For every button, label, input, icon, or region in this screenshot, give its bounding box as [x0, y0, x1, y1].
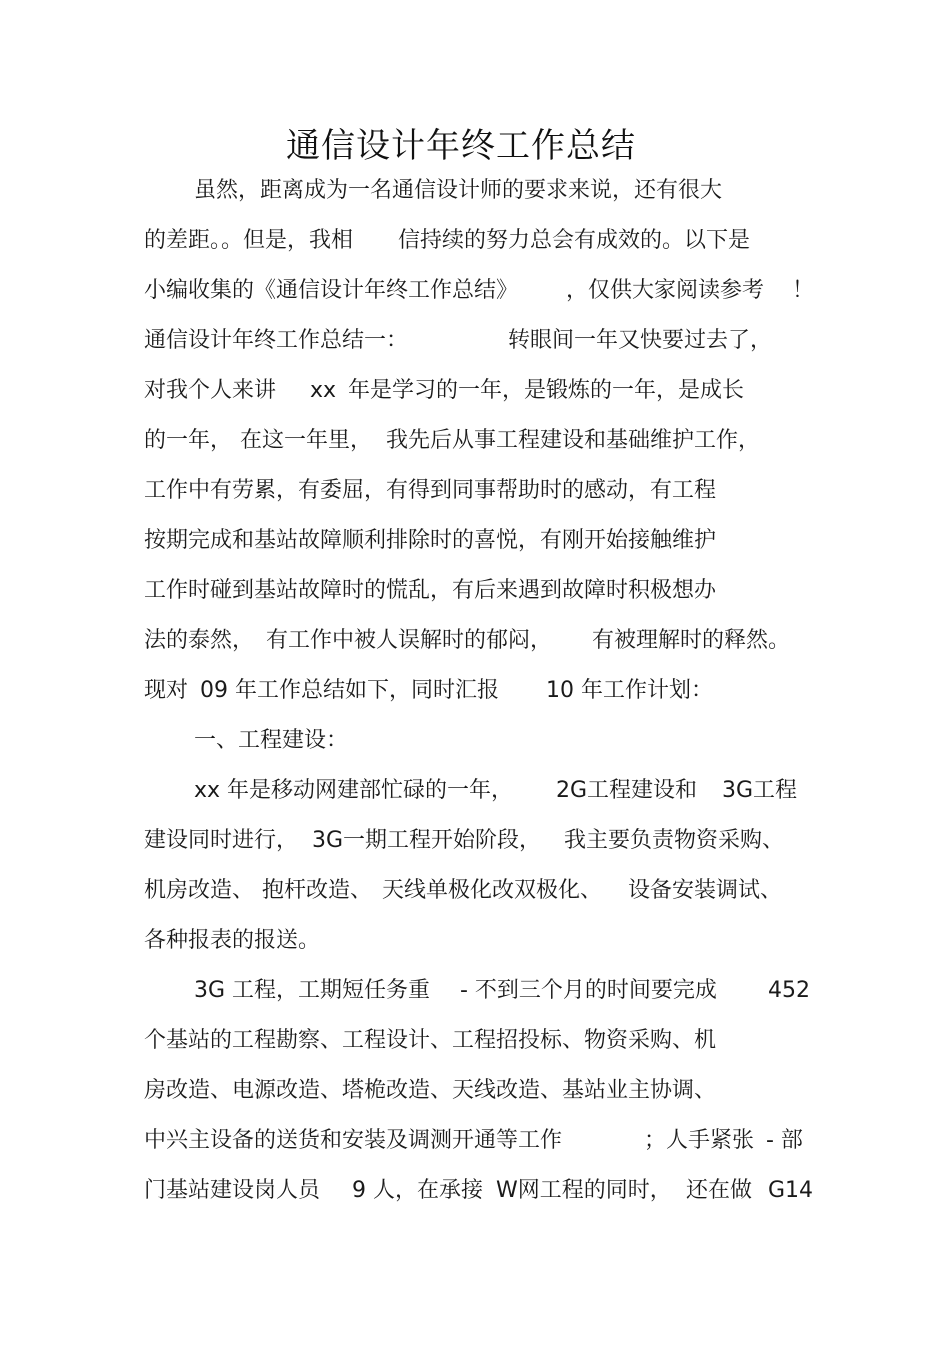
text-segment: 3G一期工程开始阶段， — [312, 828, 542, 853]
text-segment: 年是学习的一年，是锻炼的一年，是成长 — [348, 378, 745, 403]
text-segment: 3G 工程，工期短任务重 — [194, 978, 431, 1003]
text-segment: 对我个人来讲 — [144, 378, 277, 403]
text-segment: 工作时碰到基站故障时的慌乱，有后来遇到故障时积极想办 — [144, 578, 717, 603]
text-segment: ；人手紧张 — [644, 1128, 755, 1153]
text-segment: 信持续的努力总会有成效的。以下是 — [398, 228, 751, 253]
text-segment: 09 年工作总结如下，同时汇报 — [200, 678, 499, 703]
text-segment: xx 年是移动网建部忙碌的一年， — [194, 778, 514, 803]
text-segment: 抱杆改造、 — [262, 878, 373, 903]
text-segment: 个基站的工程勘察、工程设计、工程招投标、物资采购、机 — [144, 1028, 717, 1053]
text-segment: 452 — [768, 978, 810, 1003]
text-segment: - 部 — [766, 1128, 803, 1153]
text-segment: 10 年工作计划： — [546, 678, 713, 703]
text-segment: 虽然，距离成为一名通信设计师的要求来说，还有很大 — [194, 178, 723, 203]
text-segment: 工作中有劳累，有委屈，有得到同事帮助时的感动，有工程 — [144, 478, 717, 503]
text-segment: 有被理解时的释然。 — [592, 628, 791, 653]
text-segment: 门基站建设岗人员 — [144, 1178, 321, 1203]
text-segment: 9 人，在承接 — [352, 1178, 483, 1203]
text-segment: - 不到三个月的时间要完成 — [460, 978, 717, 1003]
text-segment: 我主要负责物资采购、 — [564, 828, 785, 853]
text-segment: 机房改造、 — [144, 878, 255, 903]
text-segment: 2G工程建设和 — [556, 778, 698, 803]
text-segment: 中兴主设备的送货和安装及调测开通等工作 — [144, 1128, 563, 1153]
text-segment: 通信设计年终工作总结一： — [144, 328, 409, 353]
text-segment: 小编收集的《通信设计年终工作总结》 — [144, 278, 519, 303]
text-segment: G14 — [768, 1178, 814, 1203]
text-segment: 我先后从事工程建设和基础维护工作， — [386, 428, 761, 453]
document-title: 通信设计年终工作总结 — [286, 126, 636, 166]
text-segment: 还在做 — [686, 1178, 753, 1203]
text-segment: 3G工程 — [722, 778, 798, 803]
text-segment: 现对 — [144, 678, 189, 703]
text-segment: 的差距。。但是，我相 — [144, 228, 354, 253]
text-segment: 在这一年里， — [240, 428, 373, 453]
text-segment: 房改造、电源改造、塔桅改造、天线改造、基站业主协调、 — [144, 1078, 717, 1103]
text-segment: 一、工程建设： — [194, 728, 349, 753]
text-segment: 有工作中被人误解时的郁闷， — [266, 628, 553, 653]
text-segment: 天线单极化改双极化、 — [382, 878, 603, 903]
text-segment: W网工程的同时， — [496, 1178, 672, 1203]
text-segment: 转眼间一年又快要过去了， — [508, 328, 773, 353]
text-segment: 的一年， — [144, 428, 233, 453]
text-segment: xx — [310, 378, 337, 403]
text-segment: 各种报表的报送。 — [144, 928, 321, 953]
text-segment: 按期完成和基站故障顺利排除时的喜悦，有刚开始接触维护 — [144, 528, 717, 553]
text-segment: ！ — [792, 278, 815, 303]
text-segment: ，仅供大家阅读参考 — [566, 278, 765, 303]
text-segment: 法的泰然， — [144, 628, 255, 653]
text-segment: 设备安装调试、 — [628, 878, 783, 903]
text-segment: 建设同时进行， — [144, 828, 299, 853]
